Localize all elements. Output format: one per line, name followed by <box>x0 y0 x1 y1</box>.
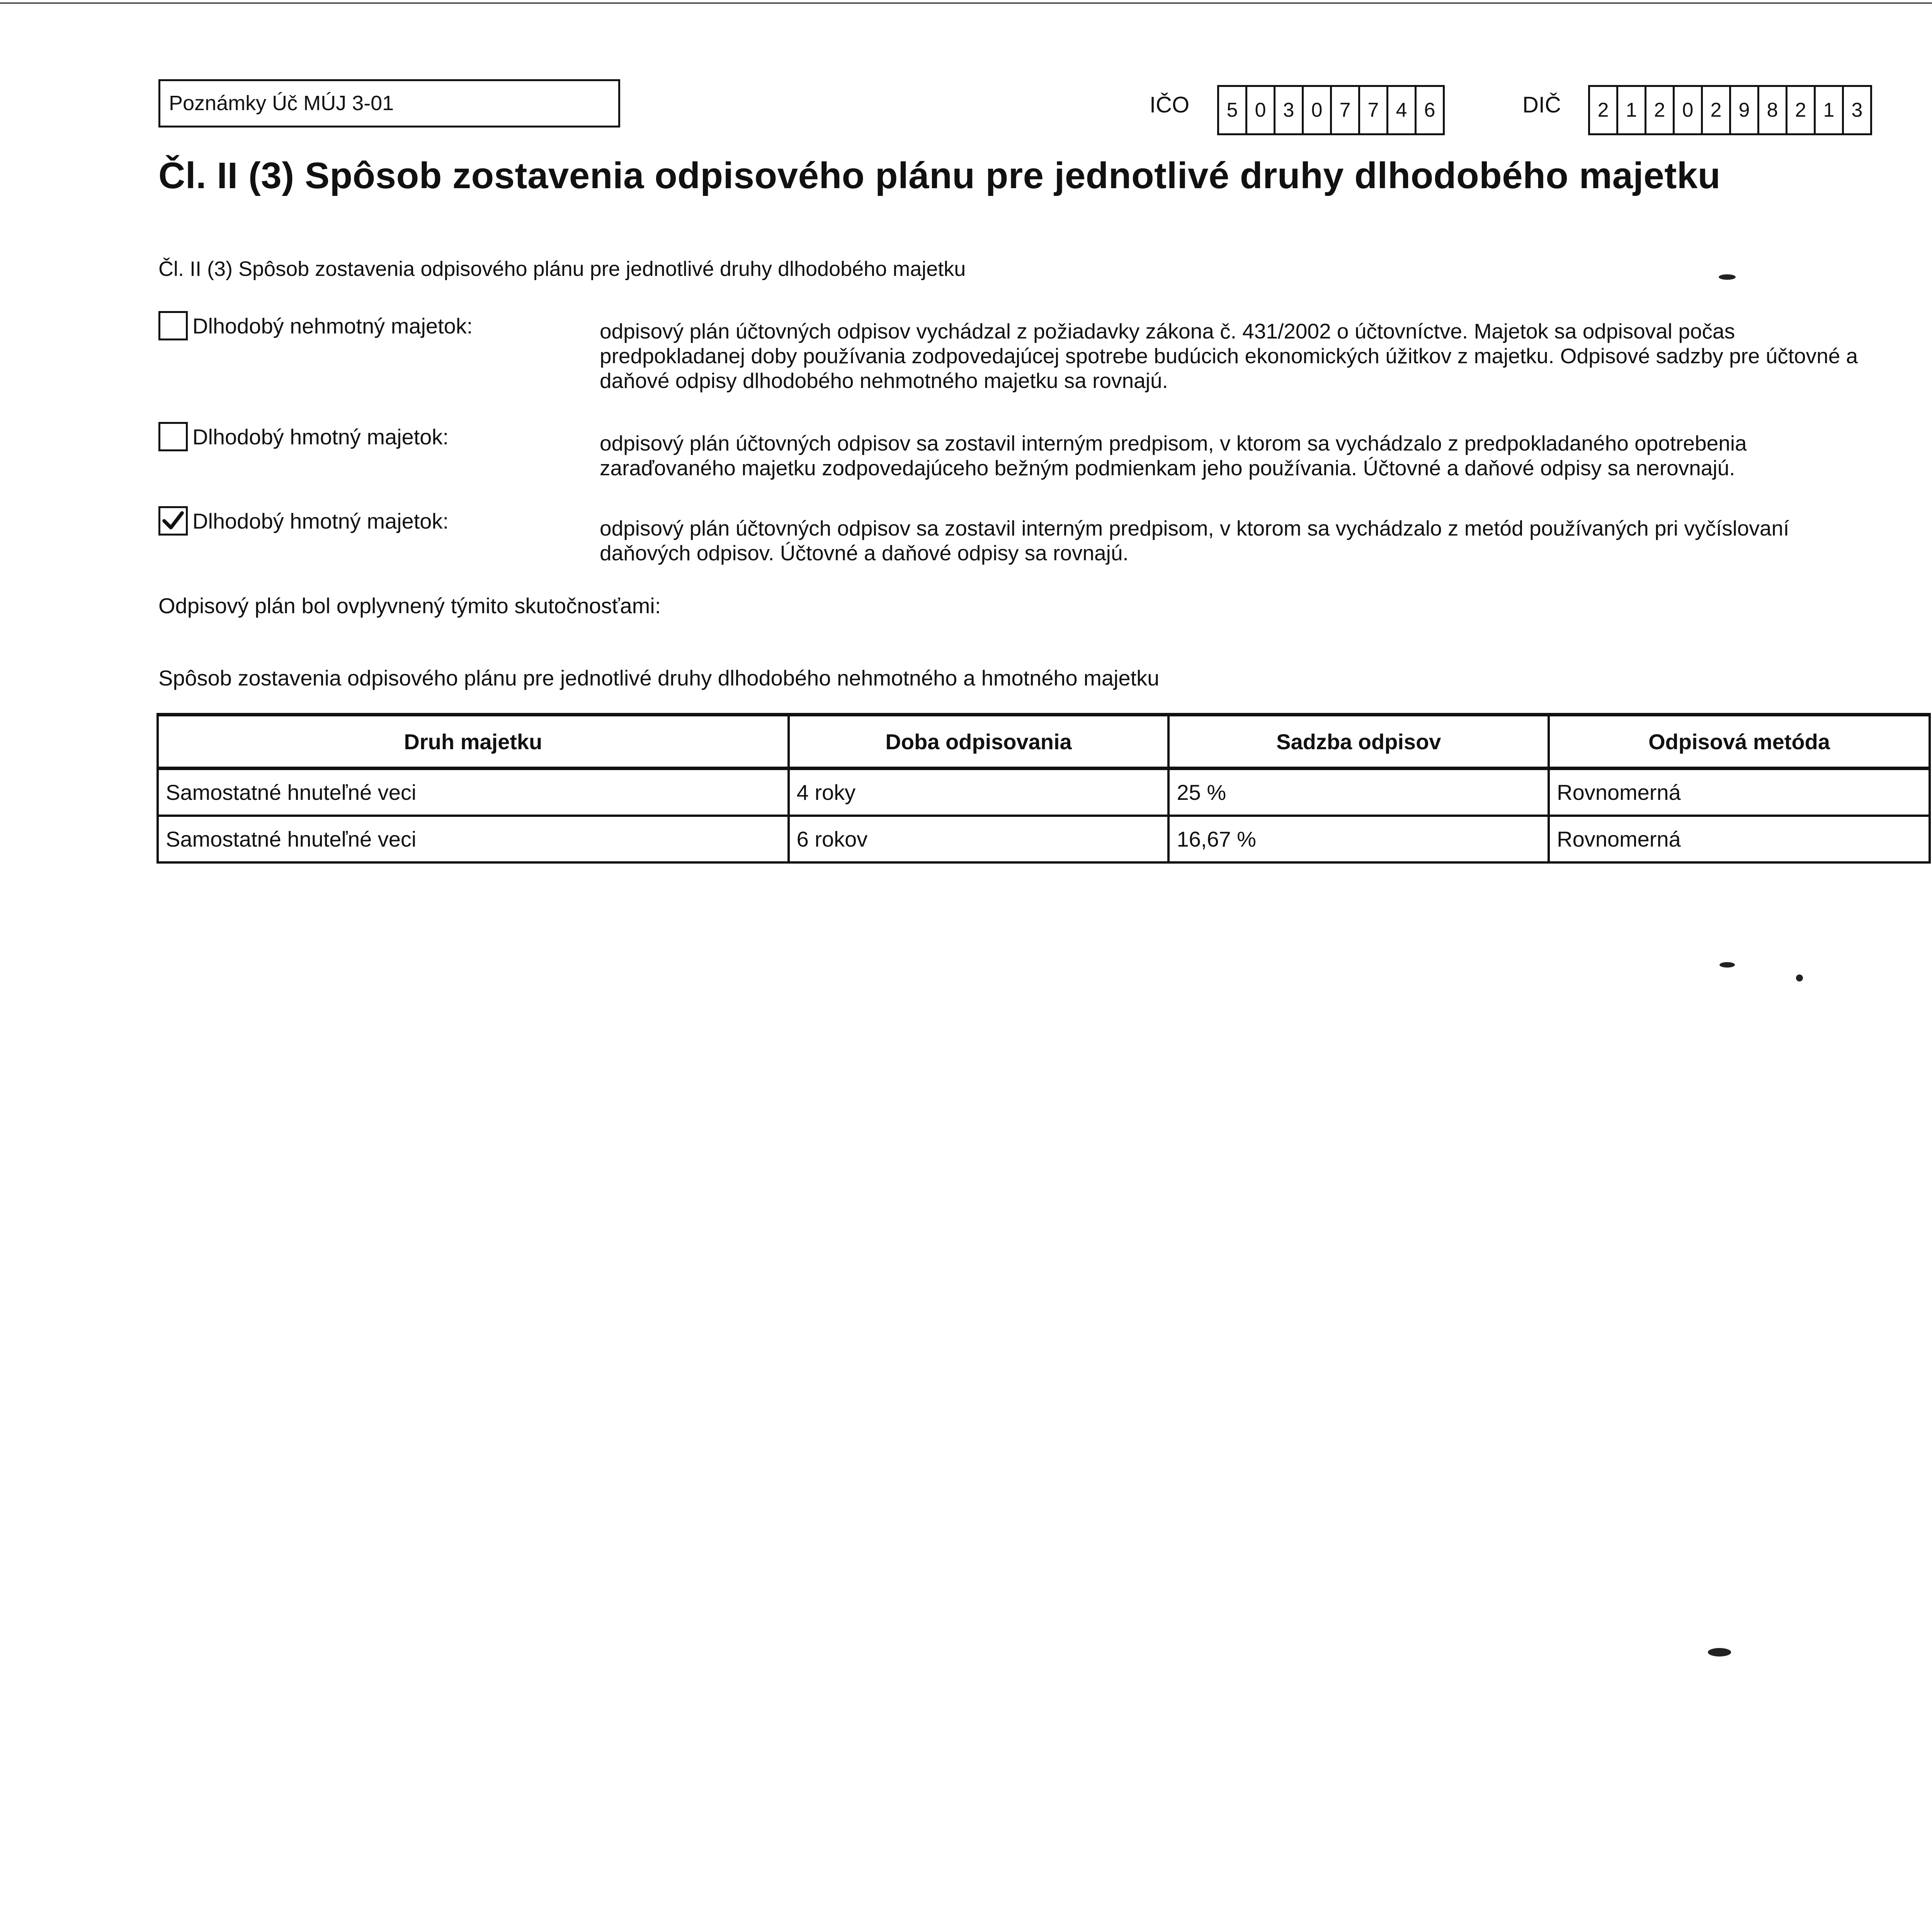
item-description: odpisový plán účtovných odpisov sa zostavil interným predpisom, v ktorom sa vychádzalo z predpokladaného opotrebenia zaraďovaného majetku zodpovedajúceho bežným podmienkam jeho používania. Účtovné a daňové odpisy sa nerovnajú. <box>600 431 1747 480</box>
ico-digit: 6 <box>1415 85 1445 135</box>
ico-digit: 5 <box>1217 85 1247 135</box>
table-caption: Spôsob zostavenia odpisového plánu pre jednotlivé druhy dlhodobého nehmotného a hmotného majetku <box>158 666 1160 690</box>
dic-digit: 1 <box>1616 85 1646 135</box>
item-hmotny-1 <box>158 422 449 451</box>
section-subtitle: Čl. II (3) Spôsob zostavenia odpisového plánu pre jednotlivé druhy dlhodobého majetku <box>158 257 966 281</box>
item-nehmotny <box>158 311 473 340</box>
cell-doba: 4 roky <box>789 769 1169 816</box>
scan-edge-line <box>0 2 1932 4</box>
dic-digit: 2 <box>1645 85 1675 135</box>
table-row <box>158 816 1930 862</box>
header-druh-majetku: Druh majetku <box>158 715 789 769</box>
item-label: Dlhodobý hmotný majetok: <box>192 509 449 533</box>
cell-metoda: Rovnomerná <box>1549 769 1930 816</box>
cell-sadzba: 16,67 % <box>1168 816 1549 862</box>
ico-digit: 7 <box>1358 85 1388 135</box>
depreciation-table <box>156 713 1931 864</box>
table-row <box>158 769 1930 816</box>
header-odpisova-metoda: Odpisová metóda <box>1549 715 1930 769</box>
dic-digit: 2 <box>1588 85 1618 135</box>
item-label: Dlhodobý nehmotný majetok: <box>192 313 473 338</box>
cell-metoda: Rovnomerná <box>1549 816 1930 862</box>
ico-digit: 0 <box>1302 85 1332 135</box>
item-hmotny-2 <box>158 506 449 536</box>
cell-druh: Samostatné hnuteľné veci <box>158 769 789 816</box>
cell-druh: Samostatné hnuteľné veci <box>158 816 789 862</box>
item-description: odpisový plán účtovných odpisov vychádzal z požiadavky zákona č. 431/2002 o účtovníctve. Majetok sa odpisoval počas predpokladanej doby používania zodpovedajúcej spotrebe budúcich ekonomických úžitkov z majetku. Odpisové sadzby pre účtovné a daňové odpisy dlhodobého nehmotného majetku sa rovnajú. <box>600 319 1858 393</box>
ico-digit: 0 <box>1245 85 1276 135</box>
influence-note: Odpisový plán bol ovplyvnený týmito skutočnosťami: <box>158 594 661 618</box>
scan-speck <box>1719 274 1736 280</box>
header-sadzba-odpisov: Sadzba odpisov <box>1168 715 1549 769</box>
dic-digit: 8 <box>1757 85 1787 135</box>
ico-label: IČO <box>1150 92 1190 117</box>
ico-digit: 3 <box>1274 85 1304 135</box>
checkbox-hmotny-1[interactable] <box>158 422 188 451</box>
dic-digit: 0 <box>1673 85 1703 135</box>
dic-digit: 2 <box>1786 85 1816 135</box>
dic-digit: 9 <box>1729 85 1759 135</box>
dic-digit: 3 <box>1842 85 1872 135</box>
ico-digit: 7 <box>1330 85 1360 135</box>
cell-doba: 6 rokov <box>789 816 1169 862</box>
dic-label: DIČ <box>1522 92 1561 117</box>
checkbox-hmotny-2[interactable] <box>158 506 188 536</box>
scan-speck <box>1708 1648 1731 1656</box>
check-mark-icon <box>162 510 184 532</box>
page-title: Čl. II (3) Spôsob zostavenia odpisového plánu pre jednotlivé druhy dlhodobého majetku <box>158 155 1721 196</box>
table-header-row <box>158 715 1930 769</box>
ico-digit: 4 <box>1386 85 1417 135</box>
scan-speck <box>1796 975 1803 981</box>
ico-digit-boxes <box>1217 85 1443 135</box>
checkbox-nehmotny[interactable] <box>158 311 188 340</box>
dic-digit: 1 <box>1814 85 1844 135</box>
header-doba-odpisovania: Doba odpisovania <box>789 715 1169 769</box>
item-label: Dlhodobý hmotný majetok: <box>192 424 449 449</box>
scan-speck <box>1719 962 1735 968</box>
dic-digit-boxes <box>1588 85 1870 135</box>
item-description: odpisový plán účtovných odpisov sa zostavil interným predpisom, v ktorom sa vychádzalo z metód používaných pri vyčíslovaní daňových odpisov. Účtovné a daňové odpisy sa rovnajú. <box>600 516 1789 565</box>
cell-sadzba: 25 % <box>1168 769 1549 816</box>
dic-digit: 2 <box>1701 85 1731 135</box>
form-code-box: Poznámky Úč MÚJ 3-01 <box>158 79 620 128</box>
